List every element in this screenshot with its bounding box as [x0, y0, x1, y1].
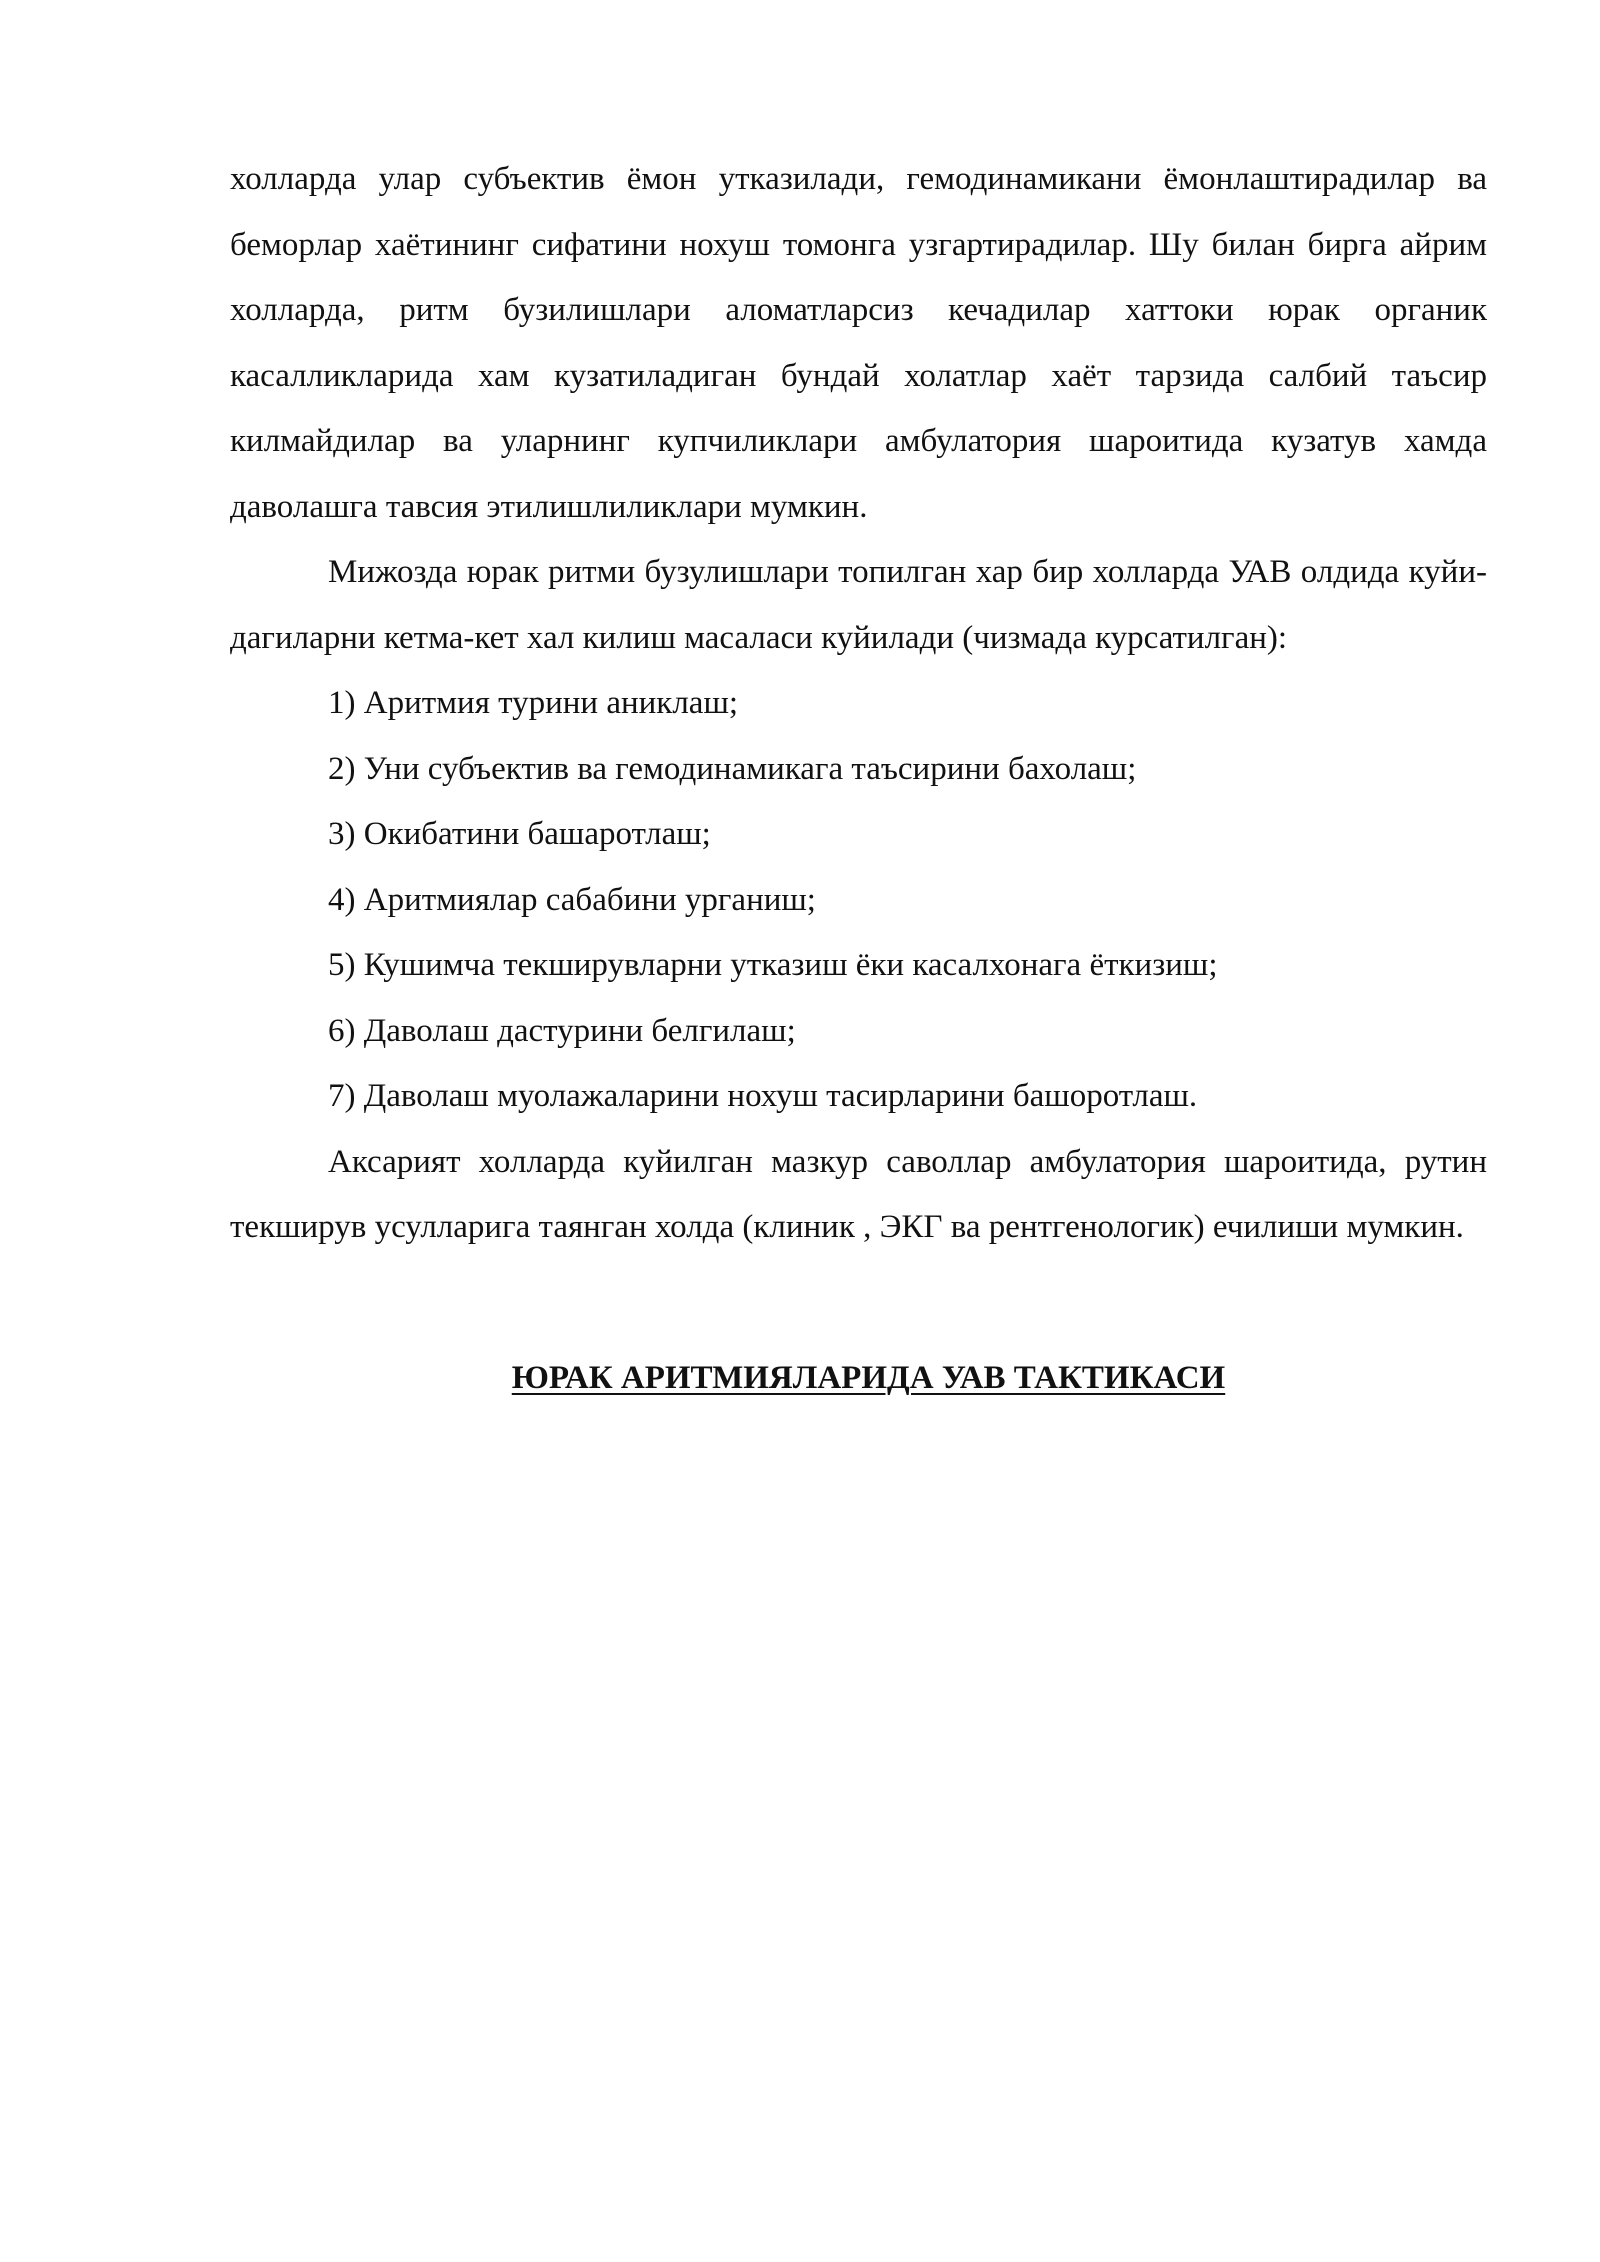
paragraph-patient-arrhythmia: Мижозда юрак ритми бузулишлари топилган хар бир холларда УАВ олдида куйи- дагиларни кетма-кет хал килиш масаласи куйилади (чизмада курсатилган):	[230, 554, 1487, 656]
list-item: 5) Кушимча текширувларни утказиш ёки касалхонага ёткизиш;	[328, 947, 1218, 983]
task-list	[230, 671, 1487, 1130]
paragraph-closing: Аксарият холларда куйилган мазкур саволлар амбулатория шароитида, рутин текширув усулларига таянган холда (клиник , ЭКГ ва рентгенологик) ечилиши мумкин.	[230, 1143, 1487, 1245]
list-item: 3) Окибатини башаротлаш;	[328, 816, 711, 852]
list-item: 2) Уни субъектив ва гемодинамикага таъсирини бахолаш;	[328, 750, 1137, 787]
list-item: 7) Даволаш муолажаларини нохуш тасирларини башоротлаш.	[328, 1078, 1198, 1114]
list-item: 4) Аритмиялар сабабини урганиш;	[328, 881, 816, 918]
page-content	[230, 147, 1487, 1411]
paragraph-continuation: холларда улар субъектив ёмон утказилади, гемодинамикани ёмонлаштирадилар ва беморлар хаётининг сифатини нохуш томонга узгартирадилар. Шу билан бирга айрим холларда, ритм бузилишлари аломатларсиз кечадилар хаттоки юрак органик касалликларида хам кузатиладиган бундай холатлар хаёт тарзида салбий таъсир килмайдилар ва уларнинг купчиликлари амбулатория шароитида кузатув хамда даволашга тавсия этилишлиликлари мумкин.	[230, 161, 1487, 525]
section-heading: ЮРАК АРИТМИЯЛАРИДА УАВ ТАКТИКАСИ	[511, 1359, 1226, 1396]
list-item: 1) Аритмия турини аниклаш;	[328, 685, 739, 721]
list-item: 6) Даволаш дастурини белгилаш;	[328, 1012, 796, 1049]
